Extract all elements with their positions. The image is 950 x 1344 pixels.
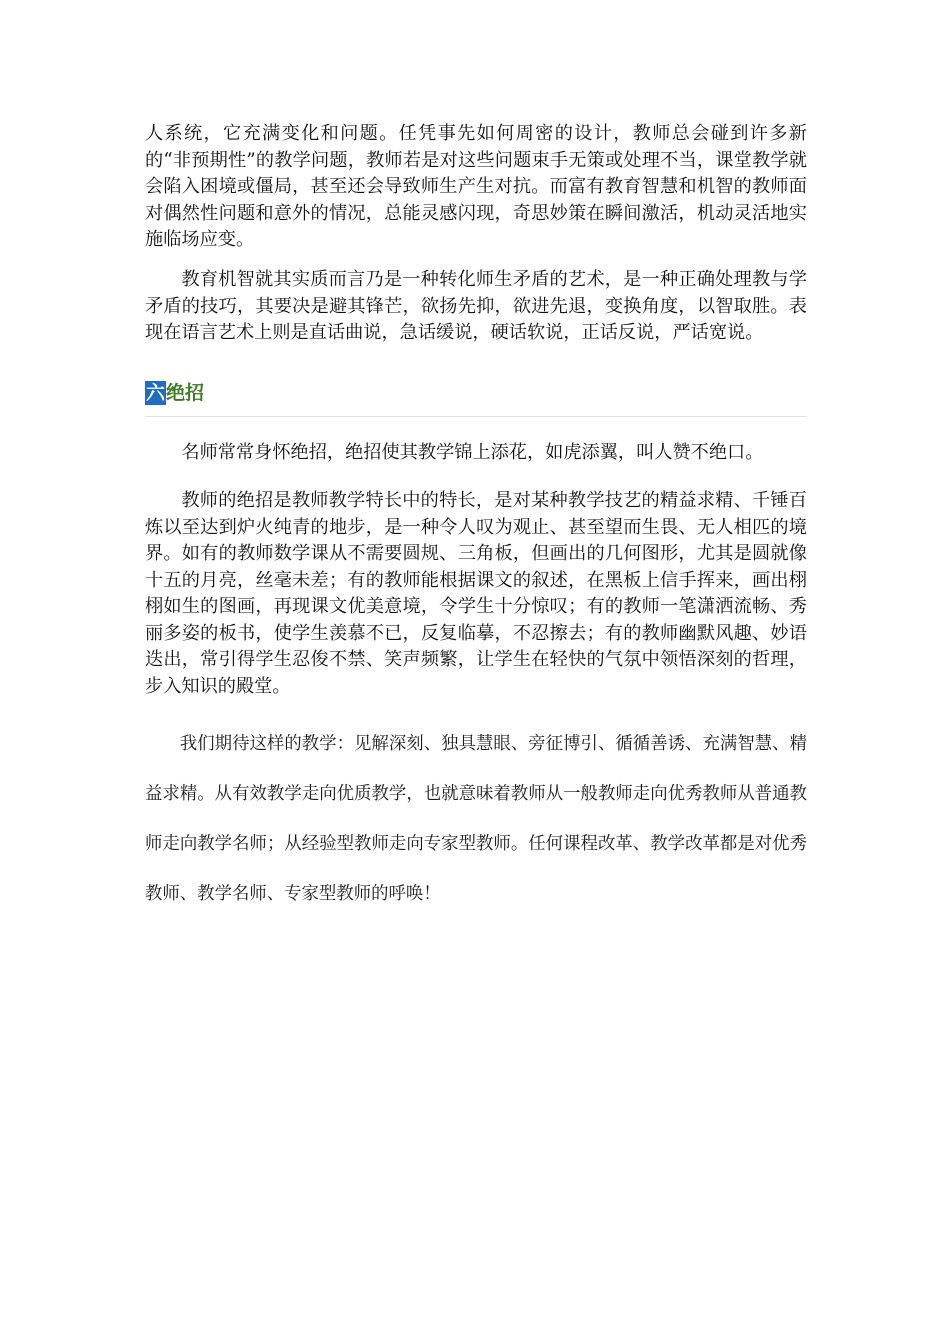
section-heading	[145, 380, 204, 406]
section-number: 六	[146, 382, 166, 404]
section-divider	[145, 416, 807, 417]
intro-paragraph: 人系统，它充满变化和问题。任凭事先如何周密的设计，教师总会碰到许多新的“非预期性”的教学问题，教师若是对这些问题束手无策或处理不当，课堂教学就会陷入困境或僵局，甚至还会导致师生产生对抗。而富有教育智慧和机智的教师面对偶然性问题和意外的情况，总能灵感闪现，奇思妙策在瞬间激活，机动灵活地实施临场应变。	[145, 123, 807, 250]
section-body-paragraph: 教师的绝招是教师教学特长中的特长，是对某种教学技艺的精益求精、千锤百炼以至达到炉火纯青的地步，是一种令人叹为观止、甚至望而生畏、无人相匹的境界。如有的教师数学课从不需要圆规、三角板，但画出的几何图形，尤其是圆就像十五的月亮，丝毫未差；有的教师能根据课文的叙述，在黑板上信手挥来，画出栩栩如生的图画，再现课文优美意境，令学生十分惊叹；有的教师一笔潇洒流畅、秀丽多姿的板书，使学生羡慕不已，反复临摹，不忍擦去；有的教师幽默风趣、妙语迭出，常引得学生忍俊不禁、笑声频繁，让学生在轻快的气氛中领悟深刻的哲理，步入知识的殿堂。	[145, 490, 807, 697]
closing-paragraph: 我们期待这样的教学：见解深刻、独具慧眼、旁征博引、循循善诱、充满智慧、精益求精。从有效教学走向优质教学，也就意味着教师从一般教师走向优秀教师从普通教师走向教学名师；从经验型教师走向专家型教师。任何课程改革、教学改革都是对优秀教师、教学名师、专家型教师的呼唤！	[145, 734, 807, 904]
teaching-wit-paragraph: 教育机智就其实质而言乃是一种转化师生矛盾的艺术，是一种正确处理教与学矛盾的技巧，其要决是避其锋芒，欲扬先抑，欲进先退，变换角度，以智取胜。表现在语言艺术上则是直话曲说，急话缓说，硬话软说，正话反说，严话宽说。	[145, 269, 807, 343]
section-title: 绝招	[166, 382, 205, 404]
section-intro-paragraph: 名师常常身怀绝招，绝招使其教学锦上添花，如虎添翼，叫人赞不绝口。	[181, 442, 764, 463]
